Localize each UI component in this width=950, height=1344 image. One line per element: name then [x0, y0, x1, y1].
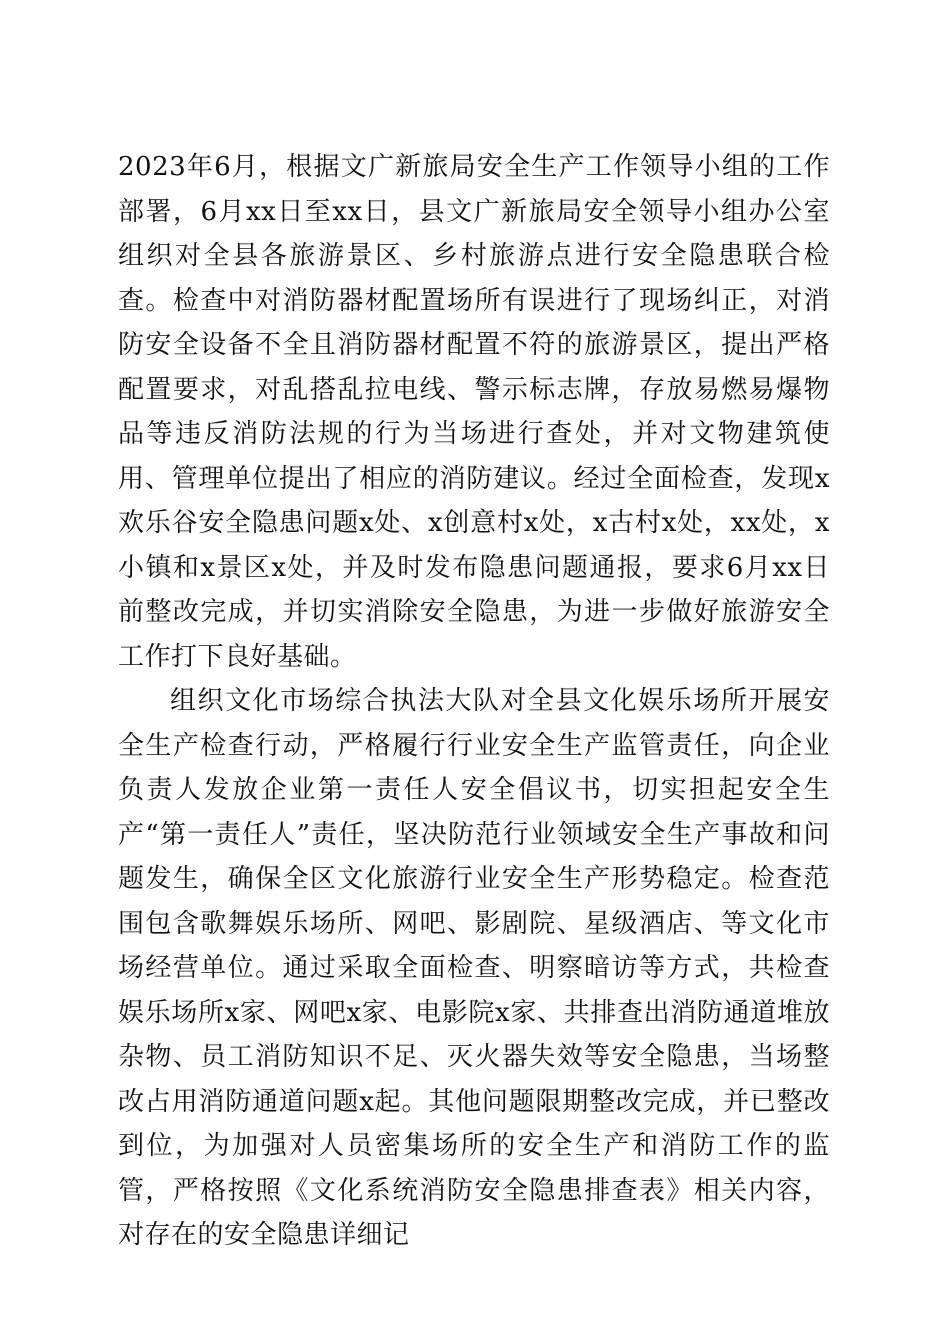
paragraph-inspection-scenic: 2023年6月，根据文广新旅局安全生产工作领导小组的工作部署，6月xx日至xx日，县文广新旅局安全领导小组办公室组织对全县各旅游景区、乡村旅游点进行安全隐患联合检查。检查中对消防器材配置场所有误进行了现场纠正，对消防安全设备不全且消防器材配置不符的旅游景区，提出严格配置要求，对乱搭乱拉电线、警示标志牌，存放易燃易爆物品等违反消防法规的行为当场进行查处，并对文物建筑使用、管理单位提出了相应的消防建议。经过全面检查，发现x欢乐谷安全隐患问题x处、x创意村x处，x古村x处，xx处，x小镇和x景区x处，并及时发布隐患问题通报，要求6月xx日前整改完成，并切实消除安全隐患，为进一步做好旅游安全工作打下良好基础。 [118, 152, 830, 672]
paragraph-inspection-entertainment: 组织文化市场综合执法大队对全县文化娱乐场所开展安全生产检查行动，严格履行行业安全生产监管责任，向企业负责人发放企业第一责任人安全倡议书，切实担起安全生产“第一责任人”责任，坚决防范行业领域安全生产事故和问题发生，确保全区文化旅游行业安全生产形势稳定。检查范围包含歌舞娱乐场所、网吧、影剧院、星级酒店、等文化市场经营单位。通过采取全面检查、明察暗访等方式，共检查娱乐场所x家、网吧x家、电影院x家、共排查出消防通道堆放杂物、员工消防知识不足、灭火器失效等安全隐患，当场整改占用消防通道问题x起。其他问题限期整改完成，并已整改到位，为加强对人员密集场所的安全生产和消防工作的监管，严格按照《文化系统消防安全隐患排查表》相关内容，对存在的安全隐患详细记 [118, 686, 830, 1250]
document-body [118, 145, 830, 1258]
